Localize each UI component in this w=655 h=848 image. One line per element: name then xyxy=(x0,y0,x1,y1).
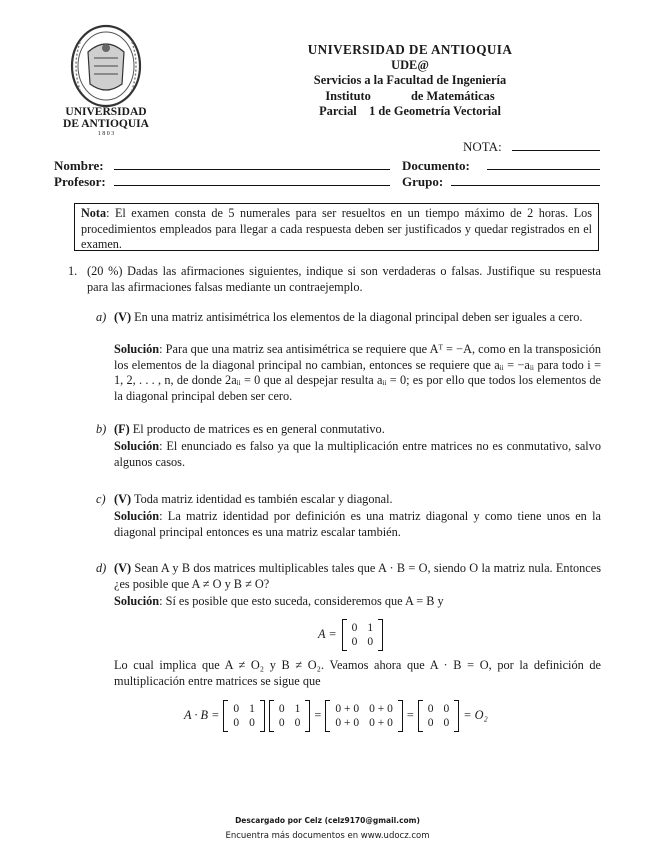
equation-a xyxy=(318,619,383,651)
matrix-m1 xyxy=(223,700,265,732)
matrix-cell: 0 xyxy=(427,703,434,715)
item-d xyxy=(114,561,601,592)
matrix-cell: 0 xyxy=(367,636,374,648)
exam-note-box xyxy=(74,203,599,251)
matrix-m3 xyxy=(325,700,403,732)
matrix-cell: 0 xyxy=(443,703,450,715)
documento-label: Documento: xyxy=(402,158,470,173)
matrix-cell: 0 xyxy=(443,717,450,729)
logo-line2: DE ANTIOQUIA xyxy=(63,118,149,130)
item-a-statement: En una matriz antisimétrica los elementos de la diagonal principal deben ser iguales a cero. xyxy=(134,310,583,324)
item-d-sol-label: Solución xyxy=(114,594,160,608)
matrix-cell: 1 xyxy=(367,622,374,634)
profesor-field[interactable] xyxy=(114,185,390,186)
matrix-cell: 0 + 0 xyxy=(335,703,360,715)
item-b xyxy=(114,422,601,438)
item-a-sol-text: : Para que una matriz sea antisimétrica se requiere que Aᵀ = −A, como en la transposición los elementos de la diagonal principal no cambian, entonces se requiere que aᵢᵢ = −aᵢᵢ para todo i = 1, 2, . . . , n, de donde 2aᵢᵢ = 0 que al despejar resulta aᵢᵢ = 0; es por ello que todos los elementos de la diagonal principal deben ser cero. xyxy=(114,342,601,403)
header-institute xyxy=(250,89,570,105)
header-services: Servicios a la Facultad de Ingeniería xyxy=(313,73,507,87)
eq2-lhs: A · B = xyxy=(184,708,220,723)
item-d-solution xyxy=(114,594,601,610)
footer-downloaded: Descargado por Celz (celz9170@gmail.com) xyxy=(235,816,420,825)
logo-line1: UNIVERSIDAD xyxy=(65,106,147,118)
matrix-cell: 0 xyxy=(233,703,240,715)
university-logo xyxy=(58,22,154,140)
documento-field[interactable] xyxy=(487,169,600,170)
matrix-cell: 0 xyxy=(278,717,285,729)
item-a xyxy=(114,310,601,326)
nota-label: NOTA: xyxy=(463,139,502,154)
nota-field[interactable] xyxy=(512,150,600,151)
item-b-sol-label: Solución xyxy=(114,439,160,453)
header-udea: UDE@ xyxy=(391,57,429,72)
matrix-cell: 0 xyxy=(233,717,240,729)
header-exam-title: Parcial 1 de Geometría Vectorial xyxy=(319,104,501,118)
matrix-a xyxy=(342,619,384,651)
equation-product xyxy=(184,700,488,732)
footer-link[interactable]: Encuentra más documentos en www.udocz.com xyxy=(225,831,430,841)
matrix-cell: 0 xyxy=(249,717,255,729)
item-d-statement: Sean A y B dos matrices multiplicables tales que A · B = O, siendo O la matriz nula. Entonces ¿es posible que A ≠ O y B ≠ O? xyxy=(114,561,601,591)
profesor-label: Profesor: xyxy=(54,174,106,189)
exam-header xyxy=(250,42,570,120)
eq-sign-2: = xyxy=(406,708,414,723)
item-b-sol-text: : El enunciado es falso ya que la multiplicación entre matrices no es conmutativo, salvo algunos casos. xyxy=(114,439,601,469)
eq1-lhs: A = xyxy=(318,627,337,642)
note-text: : El examen consta de 5 numerales para ser resueltos en un tiempo máximo de 2 horas. Los procedimientos empleados para llegar a cada respuesta deben ser justificados y quedar registrados en el examen. xyxy=(81,206,592,251)
item-a-letter: a) xyxy=(96,310,107,324)
matrix-cell: 1 xyxy=(249,703,255,715)
note-label: Nota xyxy=(81,206,107,220)
matrix-m4 xyxy=(418,700,460,732)
question-number: 1. xyxy=(68,264,78,278)
item-c-solution xyxy=(114,509,601,540)
matrix-cell: 1 xyxy=(294,703,301,715)
item-c-sol-text: : La matriz identidad por definición es una matriz diagonal y como tiene unos en la diagonal principal entonces es una matriz escalar también. xyxy=(114,509,601,539)
item-b-statement: El producto de matrices es en general conmutativo. xyxy=(132,422,385,436)
header-institute-b: de Matemáticas xyxy=(411,88,495,103)
item-c-letter: c) xyxy=(96,492,106,506)
item-b-letter: b) xyxy=(96,422,107,436)
item-d-sol-text: : Sí es posible que esto suceda, consideremos que A = B y xyxy=(159,594,444,608)
matrix-cell: 0 + 0 xyxy=(369,717,393,729)
question-text: (20 %) Dadas las afirmaciones siguientes, indique si son verdaderas o falsas. Justifique su respuesta para las afirmaciones falsas mediante un contraejemplo. xyxy=(87,264,601,294)
matrix-cell: 0 + 0 xyxy=(369,703,393,715)
item-a-tag: (V) xyxy=(114,310,132,324)
logo-year: 1 8 0 3 xyxy=(97,131,115,137)
matrix-m2 xyxy=(269,700,311,732)
matrix-cell: 0 xyxy=(278,703,285,715)
item-c-statement: Toda matriz identidad es también escalar y diagonal. xyxy=(133,492,393,506)
matrix-cell: 0 xyxy=(427,717,434,729)
grupo-label: Grupo: xyxy=(402,174,444,189)
item-d-tag: (V) xyxy=(114,561,132,575)
item-c-sol-label: Solución xyxy=(114,509,160,523)
item-d-letter: d) xyxy=(96,561,107,575)
nombre-field[interactable] xyxy=(114,169,390,170)
header-institute-a: Instituto xyxy=(325,88,371,103)
item-b-tag: (F) xyxy=(114,422,130,436)
grupo-field[interactable] xyxy=(451,185,600,186)
eq-end: = O₂ xyxy=(463,708,488,723)
item-a-sol-label: Solución xyxy=(114,342,160,356)
matrix-cell: 0 xyxy=(351,622,358,634)
item-c-tag: (V) xyxy=(114,492,132,506)
item-a-solution xyxy=(114,342,601,404)
eq-sign-1: = xyxy=(314,708,322,723)
item-b-solution xyxy=(114,439,601,470)
item-c xyxy=(114,492,601,508)
university-seal-icon xyxy=(58,22,154,112)
item-d-after: Lo cual implica que A ≠ O₂ y B ≠ O₂. Veamos ahora que A · B = O, por la definición de multiplicación entre matrices se sigue que xyxy=(114,658,601,688)
matrix-cell: 0 xyxy=(351,636,358,648)
nombre-label: Nombre: xyxy=(54,158,104,173)
matrix-cell: 0 + 0 xyxy=(335,717,360,729)
matrix-cell: 0 xyxy=(294,717,301,729)
header-university: UNIVERSIDAD DE ANTIOQUIA xyxy=(307,42,513,57)
